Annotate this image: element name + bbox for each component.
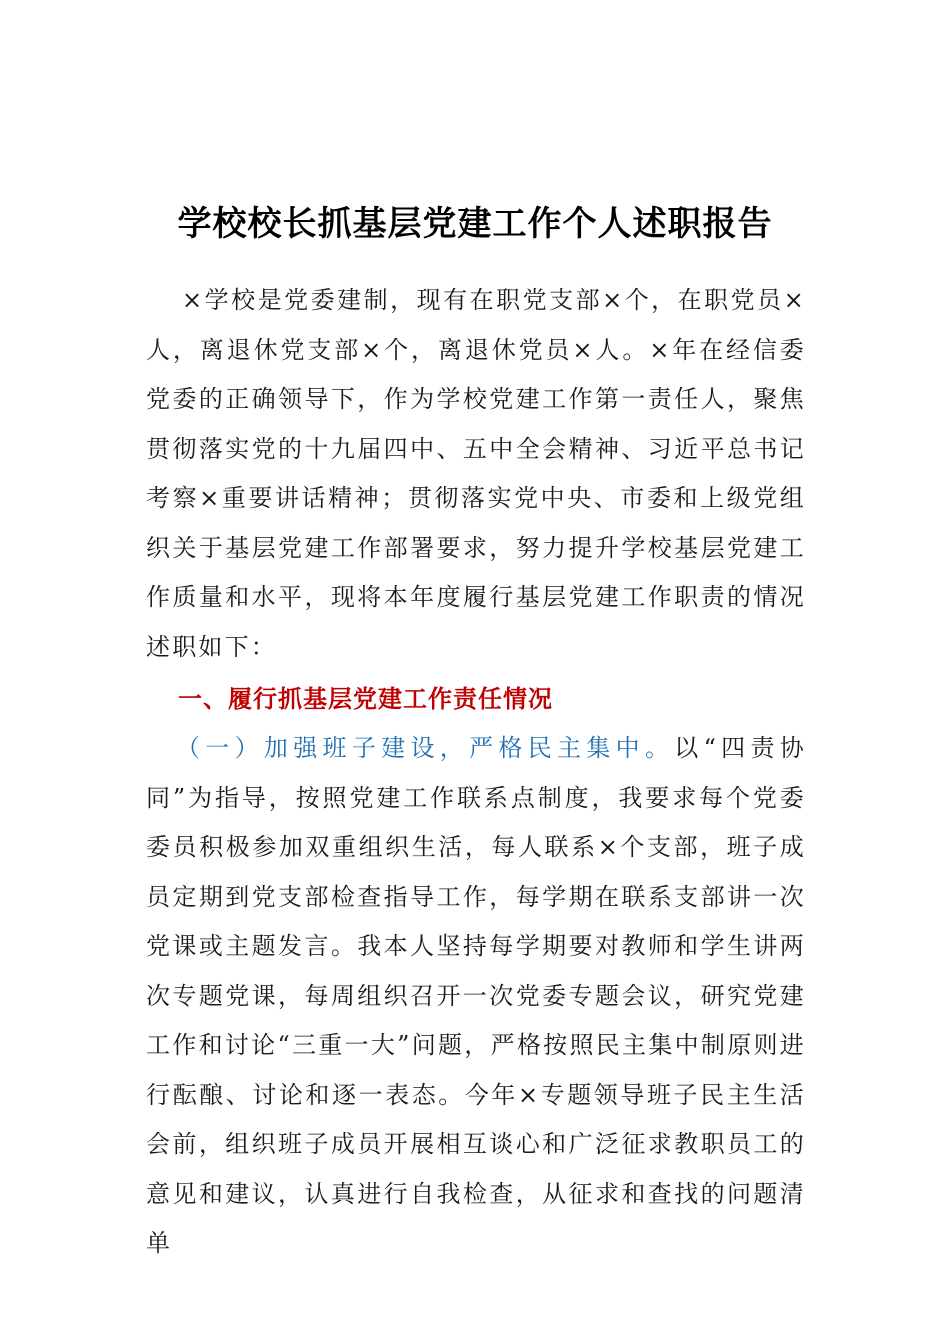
section-heading-1: 一、履行抓基层党建工作责任情况	[178, 685, 553, 713]
subsection-paragraph-1	[146, 724, 806, 1269]
document-title: 学校校长抓基层党建工作个人述职报告	[177, 204, 773, 244]
subsection-text-1: 以“四责协同”为指导，按照党建工作联系点制度，我要求每个党委委员积极参加双重组织生活，每人联系×个支部，班子成员定期到党支部检查指导工作，每学期在联系支部讲一次党课或主题发言。我本人坚持每学期要对教师和学生讲两次专题党课，每周组织召开一次党委专题会议，研究党建工作和讨论“三重一大”问题，严格按照民主集中制原则进行酝酿、讨论和逐一表态。今年×专题领导班子民主生活会前，组织班子成员开展相互谈心和广泛征求教职员工的意见和建议，认真进行自我检查，从征求和查找的问题清单	[146, 734, 806, 1257]
intro-paragraph: ×学校是党委建制，现有在职党支部×个，在职党员×人，离退休党支部×个，离退休党员×人。×年在经信委党委的正确领导下，作为学校党建工作第一责任人，聚焦贯彻落实党的十九届四中、五中全会精神、习近平总书记考察×重要讲话精神；贯彻落实党中央、市委和上级党组织关于基层党建工作部署要求，努力提升学校基层党建工作质量和水平，现将本年度履行基层党建工作职责的情况述职如下：	[146, 286, 806, 661]
subsection-heading-1: （一）加强班子建设，严格民主集中。	[176, 734, 675, 762]
